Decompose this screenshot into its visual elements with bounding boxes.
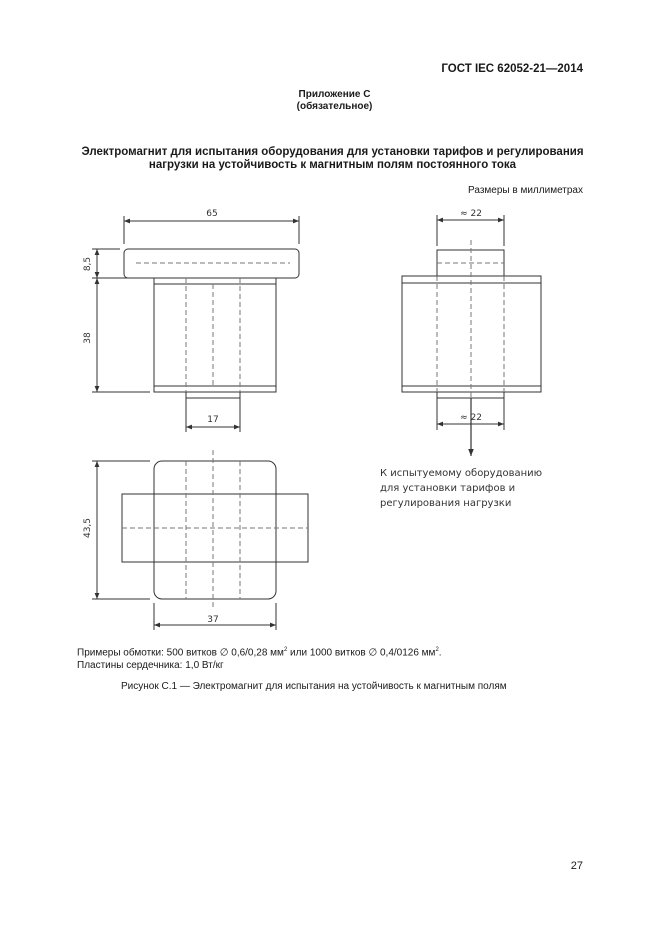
dim-core-width: 17 [207, 415, 219, 425]
dimensions-note: Размеры в миллиметрах [468, 185, 583, 196]
page-number: 27 [570, 860, 583, 872]
standard-number: ГОСТ IEC 62052-21—2014 [441, 63, 583, 75]
dim-side-bottom: ≈ 22 [460, 413, 482, 423]
front-body [154, 278, 276, 392]
dim-plan-height: 43,5 [83, 517, 93, 539]
dim-plan-width: 37 [207, 615, 219, 625]
plates-note: Пластины сердечника: 1,0 Вт/кг [77, 660, 224, 672]
plan-frame [154, 461, 276, 599]
plan-view [92, 450, 308, 630]
figure-caption: Рисунок С.1 — Электромагнит для испытания на устойчивость к магнитным полям [121, 681, 507, 692]
arrow-label-line2: для установки тарифов и [380, 483, 516, 494]
notes [77, 644, 442, 672]
winding-note: Примеры обмотки: 500 витков ∅ 0,6/0,28 $мм^2$ или 1000 витков ∅ 0,4/0126 $мм^2$. [77, 647, 442, 659]
dim-body-height: 38 [83, 332, 93, 344]
section-title-line1: Электромагнит для испытания оборудования для установки тарифов и регулирования [81, 146, 584, 158]
annex-title: Приложение С [298, 89, 371, 100]
dim-cap-height: 8,5 [83, 256, 93, 272]
arrow-label-line3: регулирования нагрузки [380, 498, 512, 509]
dim-side-top: ≈ 22 [460, 209, 482, 219]
dim-width-top: 65 [206, 209, 218, 219]
side-body [402, 276, 541, 392]
section-title-line2: нагрузки на устойчивость к магнитным полям постоянного тока [148, 159, 517, 171]
front-view [92, 216, 299, 432]
annex-status: (обязательное) [296, 101, 373, 112]
arrow-label-line1: К испытуемому оборудованию [380, 468, 543, 479]
